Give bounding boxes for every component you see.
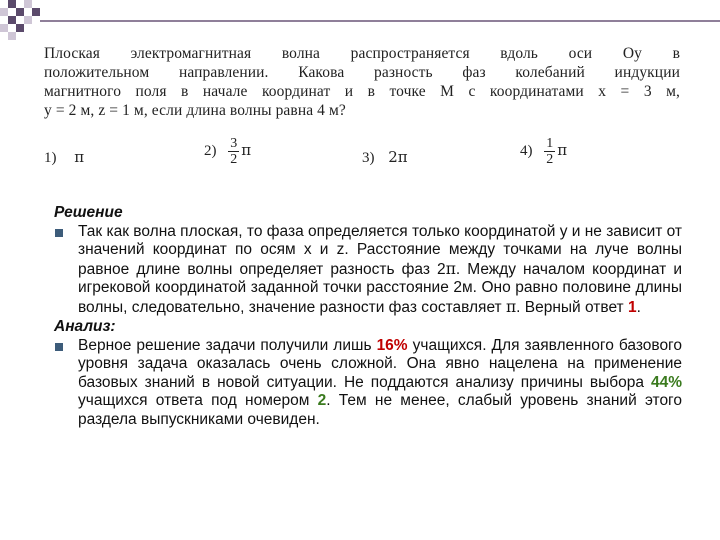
bullet-icon	[55, 229, 63, 237]
answer-number: 3)	[362, 150, 375, 166]
deco-square	[16, 24, 24, 32]
answer-number: 4)	[520, 142, 533, 159]
solution-text: Так как волна плоская, то фаза определяется только координатой y и не зависит от значений координат по осям x и z. Расстояние между точками на луче волны равное длине волны определяет разность фаз 2π. Между началом координат и игрековой координатой заданной точки расстояние 2м. Оно равно половине длины волны, следовательно, значение разности фаз составляет π. Верный ответ 1.	[54, 223, 682, 317]
answer-option-4	[520, 136, 567, 167]
wrong-answer: 2	[317, 392, 327, 410]
problem-line: положительном направлении. Какова разность фаз колебаний индукции	[44, 64, 680, 81]
answer-number: 1)	[44, 150, 57, 166]
deco-square	[24, 0, 32, 8]
deco-square	[24, 16, 32, 24]
deco-square	[32, 8, 40, 16]
deco-square	[0, 24, 8, 32]
fraction	[544, 136, 555, 167]
analysis-heading: Анализ:	[54, 318, 116, 336]
bullet-icon	[55, 343, 63, 351]
solution-heading: Решение	[54, 204, 123, 221]
deco-square	[8, 16, 16, 24]
correct-answer: 1	[627, 298, 637, 316]
problem-line: y = 2 м, z = 1 м, если длина волны равна 4 м?	[44, 102, 346, 119]
fraction-denominator: 2	[230, 152, 238, 167]
answer-number: 2)	[204, 142, 217, 159]
answer-value: 2π	[388, 148, 408, 166]
analysis-text: Верное решение задачи получили лишь 16% учащихся. Для заявленного базового уровня задача оказалась очень сложной. Она явно нацелена на применение базовых знаний в новой ситуации. Не поддаются анализу причины выбора 44% учащихся ответа под номером 2. Тем не менее, слабый уровень знаний этого раздела выпускниками очевиден.	[54, 337, 682, 429]
answer-value: π	[557, 140, 568, 159]
solution-block	[54, 203, 682, 429]
problem-statement	[44, 44, 680, 188]
problem-line: магнитного поля в начале координат и в точке М с координатами x = 3 м,	[44, 83, 680, 100]
answer-option-3	[362, 148, 408, 167]
fraction-denominator: 2	[546, 152, 554, 167]
header-rule	[40, 20, 720, 22]
deco-square	[8, 32, 16, 40]
deco-square	[0, 8, 8, 16]
deco-square	[16, 8, 24, 16]
answer-option-1	[44, 148, 84, 167]
percent-wrong: 44%	[650, 373, 682, 391]
fraction	[228, 136, 239, 167]
percent-correct: 16%	[376, 337, 408, 355]
fraction-numerator: 3	[230, 136, 238, 151]
fraction-numerator: 1	[546, 136, 554, 151]
problem-line: Плоская электромагнитная волна распространяется вдоль оси Oy в	[44, 45, 680, 62]
answer-value: π	[241, 140, 252, 159]
answer-options	[44, 136, 680, 182]
answer-value: π	[74, 148, 85, 166]
deco-square	[8, 0, 16, 8]
answer-option-2	[204, 136, 251, 167]
